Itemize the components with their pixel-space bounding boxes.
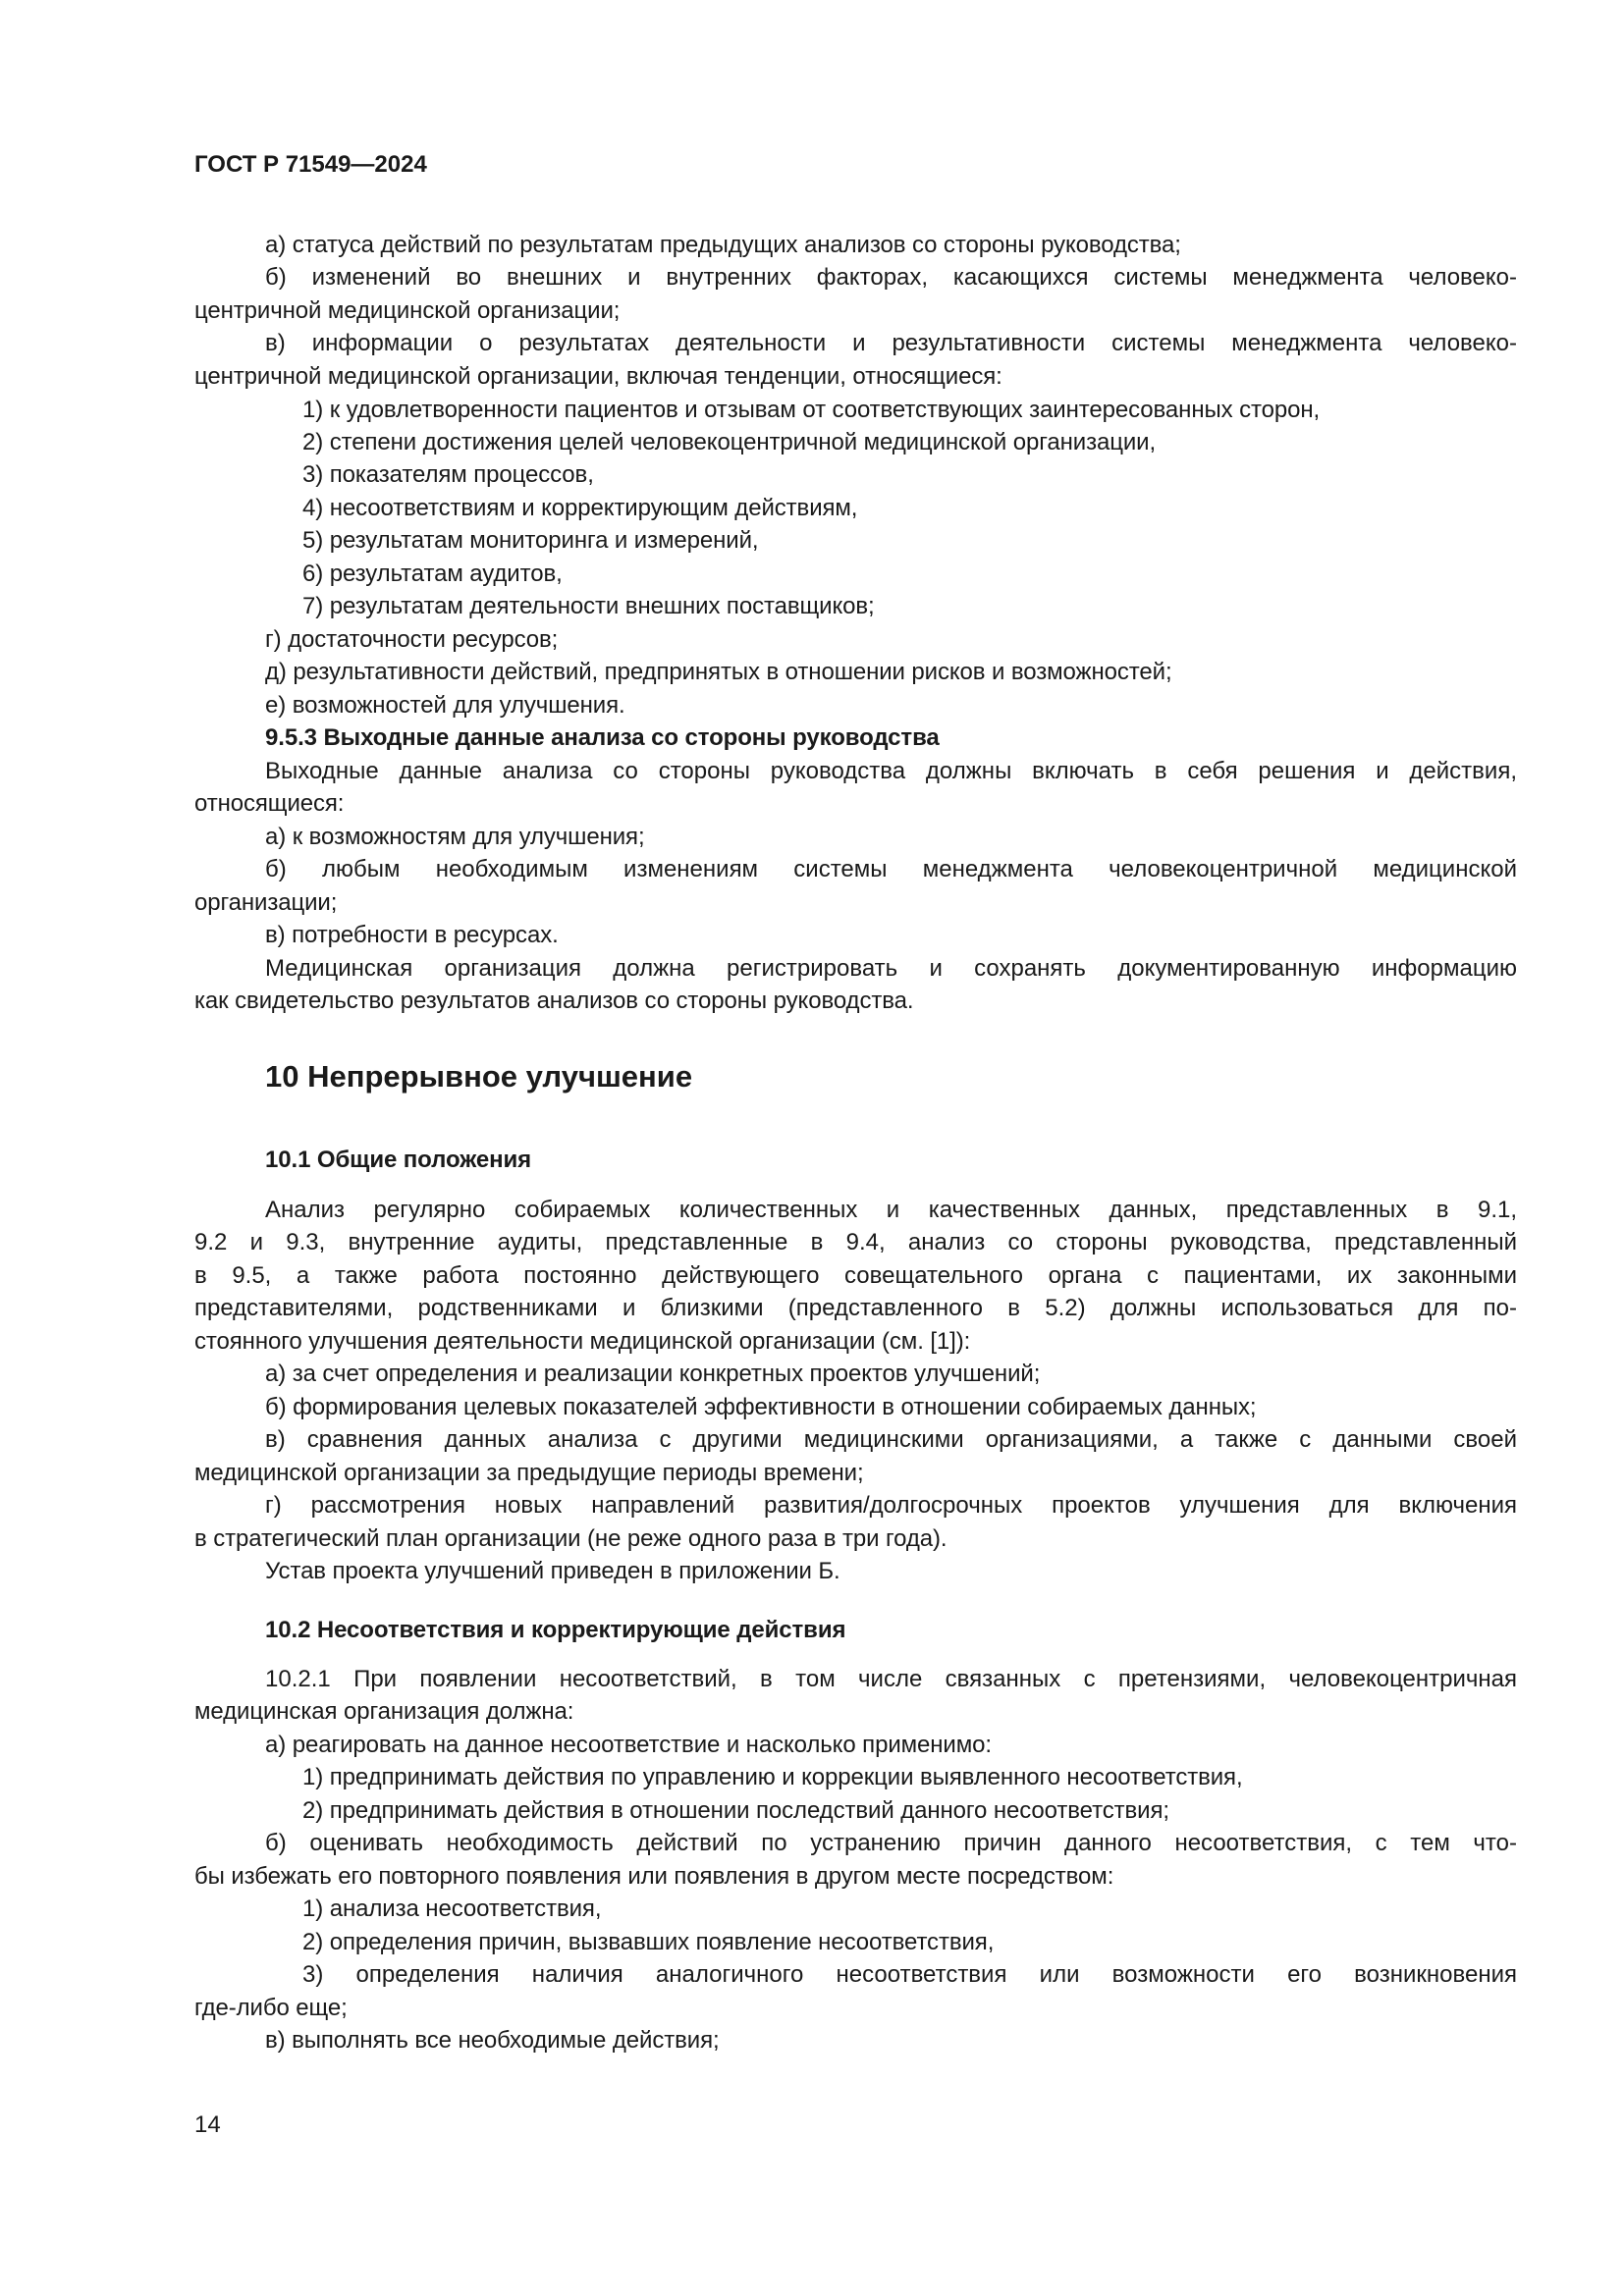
text-line: медицинская организация должна: bbox=[194, 1698, 574, 1725]
text-line: в) информации о результатах деятельности и результативности системы менеджмента человеко- bbox=[265, 330, 1517, 356]
text-line: е) возможностей для улучшения. bbox=[265, 692, 625, 719]
page-number: 14 bbox=[194, 2111, 221, 2138]
text-line: в стратегический план организации (не реже одного раза в три года). bbox=[194, 1525, 947, 1552]
text-line: стоянного улучшения деятельности медицинской организации (см. [1]): bbox=[194, 1328, 971, 1355]
subsection-heading: 9.5.3 Выходные данные анализа со стороны руководства bbox=[265, 724, 940, 751]
text-line: в 9.5, а также работа постоянно действующего совещательного органа с пациентами, их законными bbox=[194, 1262, 1517, 1289]
subsection-heading: 10.1 Общие положения bbox=[265, 1147, 532, 1173]
text-line: как свидетельство результатов анализов со стороны руководства. bbox=[194, 988, 914, 1014]
text-line: а) к возможностям для улучшения; bbox=[265, 824, 645, 850]
text-line: а) статуса действий по результатам предыдущих анализов со стороны руководства; bbox=[265, 232, 1181, 258]
text-line: 5) результатам мониторинга и измерений, bbox=[302, 527, 759, 554]
text-line: 10.2.1 При появлении несоответствий, в том числе связанных с претензиями, человекоцентричная bbox=[265, 1666, 1517, 1692]
text-line: организации; bbox=[194, 889, 338, 916]
text-line: центричной медицинской организации, включая тенденции, относящиеся: bbox=[194, 363, 1002, 390]
text-line: 2) предпринимать действия в отношении последствий данного несоответствия; bbox=[302, 1797, 1169, 1824]
text-line: г) достаточности ресурсов; bbox=[265, 626, 559, 653]
document-code: ГОСТ Р 71549—2024 bbox=[194, 151, 427, 178]
text-line: 1) к удовлетворенности пациентов и отзывам от соответствующих заинтересованных сторон, bbox=[302, 397, 1321, 423]
text-line: д) результативности действий, предпринятых в отношении рисков и возможностей; bbox=[265, 659, 1172, 685]
text-line: медицинской организации за предыдущие периоды времени; bbox=[194, 1460, 864, 1486]
subsection-heading: 10.2 Несоответствия и корректирующие действия bbox=[265, 1617, 846, 1643]
text-line: 7) результатам деятельности внешних поставщиков; bbox=[302, 593, 875, 619]
text-line: 1) предпринимать действия по управлению и коррекции выявленного несоответствия, bbox=[302, 1764, 1243, 1790]
text-line: бы избежать его повторного появления или появления в другом месте посредством: bbox=[194, 1863, 1114, 1890]
text-line: представителями, родственниками и близкими (представленного в 5.2) должны использоваться для по- bbox=[194, 1295, 1517, 1321]
text-line: где-либо еще; bbox=[194, 1995, 348, 2021]
text-line: 3) определения наличия аналогичного несоответствия или возможности его возникновения bbox=[302, 1961, 1517, 1988]
text-line: 4) несоответствиям и корректирующим действиям, bbox=[302, 495, 858, 521]
text-line: а) реагировать на данное несоответствие и насколько применимо: bbox=[265, 1732, 992, 1758]
text-line: в) потребности в ресурсах. bbox=[265, 922, 559, 948]
section-title: 10 Непрерывное улучшение bbox=[265, 1059, 693, 1094]
text-line: б) любым необходимым изменениям системы менеджмента человекоцентричной медицинской bbox=[265, 856, 1517, 882]
text-line: в) выполнять все необходимые действия; bbox=[265, 2027, 720, 2054]
text-line: 3) показателям процессов, bbox=[302, 461, 594, 488]
text-line: б) формирования целевых показателей эффективности в отношении собираемых данных; bbox=[265, 1394, 1257, 1420]
text-line: 1) анализа несоответствия, bbox=[302, 1896, 602, 1922]
text-line: Выходные данные анализа со стороны руководства должны включать в себя решения и действия, bbox=[265, 758, 1517, 784]
text-line: Анализ регулярно собираемых количественных и качественных данных, представленных в 9.1, bbox=[265, 1197, 1517, 1223]
text-line: а) за счет определения и реализации конкретных проектов улучшений; bbox=[265, 1361, 1041, 1387]
text-line: 9.2 и 9.3, внутренние аудиты, представленные в 9.4, анализ со стороны руководства, представленный bbox=[194, 1229, 1517, 1255]
text-line: Медицинская организация должна регистрировать и сохранять документированную информацию bbox=[265, 955, 1517, 982]
text-line: 2) степени достижения целей человекоцентричной медицинской организации, bbox=[302, 429, 1157, 455]
text-line: 6) результатам аудитов, bbox=[302, 561, 563, 587]
text-line: 2) определения причин, вызвавших появление несоответствия, bbox=[302, 1929, 995, 1955]
text-line: б) оценивать необходимость действий по устранению причин данного несоответствия, с тем что- bbox=[265, 1830, 1517, 1856]
text-line: в) сравнения данных анализа с другими медицинскими организациями, а также с данными своей bbox=[265, 1426, 1517, 1453]
text-line: б) изменений во внешних и внутренних факторах, касающихся системы менеджмента человеко- bbox=[265, 264, 1517, 291]
text-line: относящиеся: bbox=[194, 790, 345, 817]
text-line: г) рассмотрения новых направлений развития/долгосрочных проектов улучшения для включения bbox=[265, 1492, 1517, 1519]
text-line: центричной медицинской организации; bbox=[194, 297, 621, 324]
text-line: Устав проекта улучшений приведен в приложении Б. bbox=[265, 1558, 840, 1584]
